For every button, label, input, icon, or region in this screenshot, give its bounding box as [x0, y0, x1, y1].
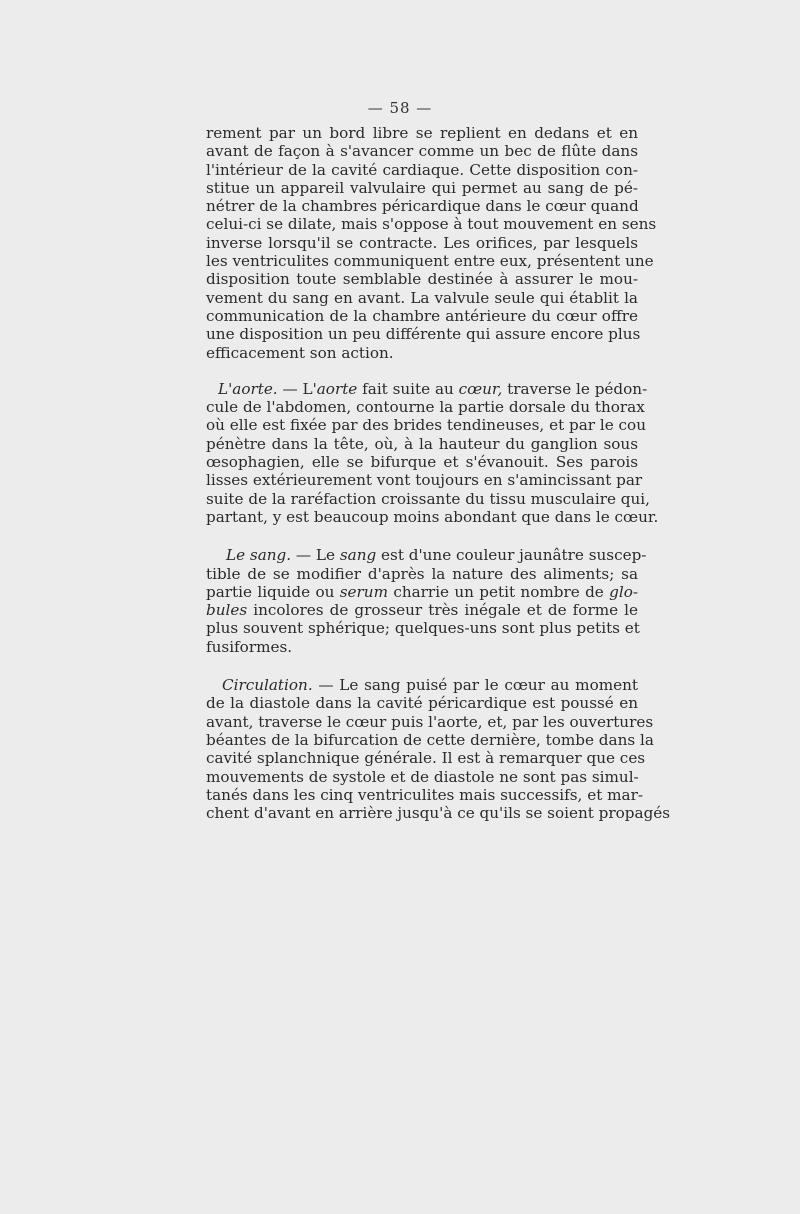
text-line: celui-ci se dilate, mais s'oppose à tout mouvement en sens: [206, 215, 657, 234]
text-line: de la diastole dans la cavité péricardique est poussé en: [206, 694, 638, 713]
text-line: stitue un appareil valvulaire qui permet au sang de pé-: [206, 178, 638, 197]
text-line: pénètre dans la tête, où, à la hauteur du ganglion sous: [206, 434, 638, 453]
text-line: rement par un bord libre se replient en dedans et en: [206, 124, 638, 142]
paragraph-sang: [206, 546, 647, 656]
text-line: béantes de la bifurcation de cette dernière, tombe dans la: [206, 730, 654, 749]
text-line: lisses extérieurement vont toujours en s'amincissant par: [206, 471, 643, 490]
text-line: avant de façon à s'avancer comme un bec de flûte dans: [206, 142, 638, 161]
text-line: une disposition un peu différente qui assure encore plus: [206, 325, 641, 344]
text-line: Circulation. — Le sang puisé par le cœur au moment: [222, 676, 638, 695]
text-line: chent d'avant en arrière jusqu'à ce qu'ils se soient propagés: [206, 804, 671, 823]
text-line: communication de la chambre antérieure du cœur offre: [206, 306, 638, 325]
text-line: L'aorte. — L'aorte fait suite au cœur, traverse le pédon-: [218, 379, 648, 398]
text-line: l'intérieur de la cavité cardiaque. Cette disposition con-: [206, 160, 638, 179]
text-line: bules incolores de grosseur très inégale et de forme le: [206, 601, 638, 620]
text-line: partant, y est beaucoup moins abondant que dans le cœur.: [206, 507, 659, 526]
text-line: efficacement son action.: [206, 343, 394, 362]
paragraph-circulation: [206, 676, 671, 823]
text-line: tanés dans les cinq ventriculites mais successifs, et mar-: [206, 785, 643, 804]
text-line: nétrer de la chambres péricardique dans le cœur quand: [206, 197, 639, 216]
text-line: les ventriculites communiquent entre eux, présentent une: [206, 252, 654, 271]
section-heading-aorte: L'aorte.: [218, 379, 278, 398]
text-line: cavité splanchnique générale. Il est à remarquer que ces: [206, 749, 646, 768]
text-line: partie liquide ou serum charrie un petit nombre de glo-: [206, 582, 638, 601]
paragraph-aorte: [206, 379, 659, 526]
text-line: mouvements de systole et de diastole ne sont pas simul-: [206, 767, 639, 786]
text-line: vement du sang en avant. La valvule seule qui établit la: [206, 288, 638, 307]
text-line: cule de l'abdomen, contourne la partie dorsale du thorax: [206, 398, 645, 417]
text-line: plus souvent sphérique; quelques-uns sont plus petits et: [206, 619, 640, 638]
text-line: Le sang. — Le sang est d'une couleur jaunâtre suscep-: [226, 546, 647, 565]
paragraph-valvule: [206, 124, 657, 362]
text-line: avant, traverse le cœur puis l'aorte, et, par les ouvertures: [206, 712, 654, 731]
section-heading-sang: Le sang.: [226, 546, 292, 565]
text-line: disposition toute semblable destinée à assurer le mou-: [206, 270, 638, 289]
text-line: fusiformes.: [206, 637, 293, 656]
body-text: [206, 124, 671, 823]
text-line: où elle est fixée par des brides tendineuses, et par le cou: [206, 416, 646, 435]
text-line: tible de se modifier d'après la nature des aliments; sa: [206, 564, 638, 583]
text-line: suite de la raréfaction croissante du tissu musculaire qui,: [206, 489, 650, 508]
page-number: — 58 —: [367, 99, 433, 117]
text-line: inverse lorsqu'il se contracte. Les orifices, par lesquels: [206, 233, 638, 252]
section-heading-circulation: Circulation.: [222, 676, 313, 695]
text-line: œsophagien, elle se bifurque et s'évanouit. Ses parois: [206, 453, 638, 472]
